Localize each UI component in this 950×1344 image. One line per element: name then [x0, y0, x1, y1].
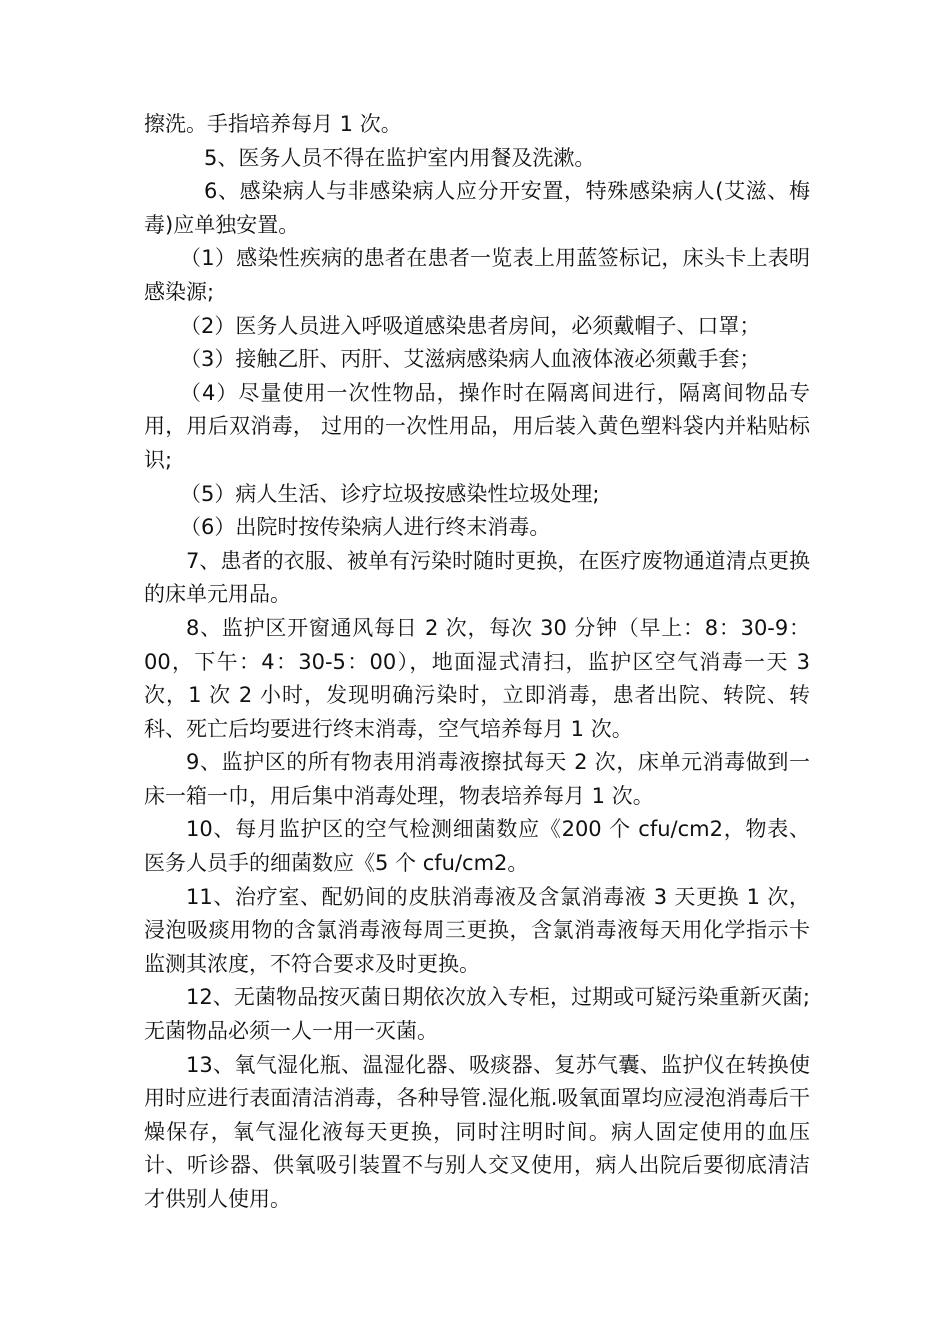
- paragraph-item-9: 9、监护区的所有物表用消毒液擦拭每天 2 次，床单元消毒做到一床一箱一巾，用后集中消毒处理，物表培养每月 1 次。: [144, 750, 810, 808]
- paragraph-subitem-1: （1）感染性疾病的患者在患者一览表上用蓝签标记，床头卡上表明感染源;: [144, 246, 810, 304]
- paragraph-subitem-3: （3）接触乙肝、丙肝、艾滋病感染病人血液体液必须戴手套；: [180, 347, 761, 372]
- paragraph-subitem-5: （5）病人生活、诊疗垃圾按感染性垃圾处理;: [180, 481, 600, 506]
- paragraph-item-13: 13、氧气湿化瓶、温湿化器、吸痰器、复苏气囊、监护仪在转换使用时应进行表面清洁消毒，各种导管.湿化瓶.吸氧面罩均应浸泡消毒后干燥保存，氧气湿化液每天更换，同时注明时间。病人固定使用的血压计、听诊器、供氧吸引装置不与别人交叉使用，病人出院后要彻底清洁才供别人使用。: [144, 1052, 810, 1211]
- paragraph-subitem-2: （2）医务人员进入呼吸道感染患者房间，必须戴帽子、口罩；: [180, 313, 761, 338]
- paragraph-subitem-6: （6）出院时按传染病人进行终末消毒。: [180, 515, 551, 540]
- paragraph-item-10: 10、每月监护区的空气检测细菌数应《200 个 cfu/cm2，物表、医务人员手的细菌数应《5 个 cfu/cm2。: [144, 817, 810, 876]
- document-body: [144, 108, 810, 1217]
- paragraph-item-5: 5、医务人员不得在监护室内用餐及洗漱。: [204, 145, 596, 170]
- paragraph-continuation: 擦洗。手指培养每月 1 次。: [144, 112, 402, 136]
- paragraph-subitem-4: （4）尽量使用一次性物品，操作时在隔离间进行，隔离间物品专用，用后双消毒， 过用的一次性用品，用后装入黄色塑料袋内并粘贴标识;: [144, 380, 810, 472]
- paragraph-item-8: 8、监护区开窗通风每日 2 次，每次 30 分钟（早上：8：30-9：00，下午：4：30-5：00），地面湿式清扫，监护区空气消毒一天 3 次，1 次 2 小时，发现明确污染时，立即消毒，患者出院、转院、转科、死亡后均要进行终末消毒，空气培养每月 1 次。: [144, 615, 810, 741]
- paragraph-item-12: 12、无菌物品按灭菌日期依次放入专柜，过期或可疑污染重新灭菌;无菌物品必须一人一用一灭菌。: [144, 985, 810, 1044]
- paragraph-item-6: 6、感染病人与非感染病人应分开安置，特殊感染病人(艾滋、梅毒)应单独安置。: [144, 179, 810, 237]
- paragraph-item-11: 11、治疗室、配奶间的皮肤消毒液及含氯消毒液 3 天更换 1 次，浸泡吸痰用物的含氯消毒液每周三更换，含氯消毒液每天用化学指示卡监测其浓度，不符合要求及时更换。: [144, 884, 810, 976]
- paragraph-item-7: 7、患者的衣服、被单有污染时随时更换，在医疗废物通道清点更换的床单元用品。: [144, 548, 810, 607]
